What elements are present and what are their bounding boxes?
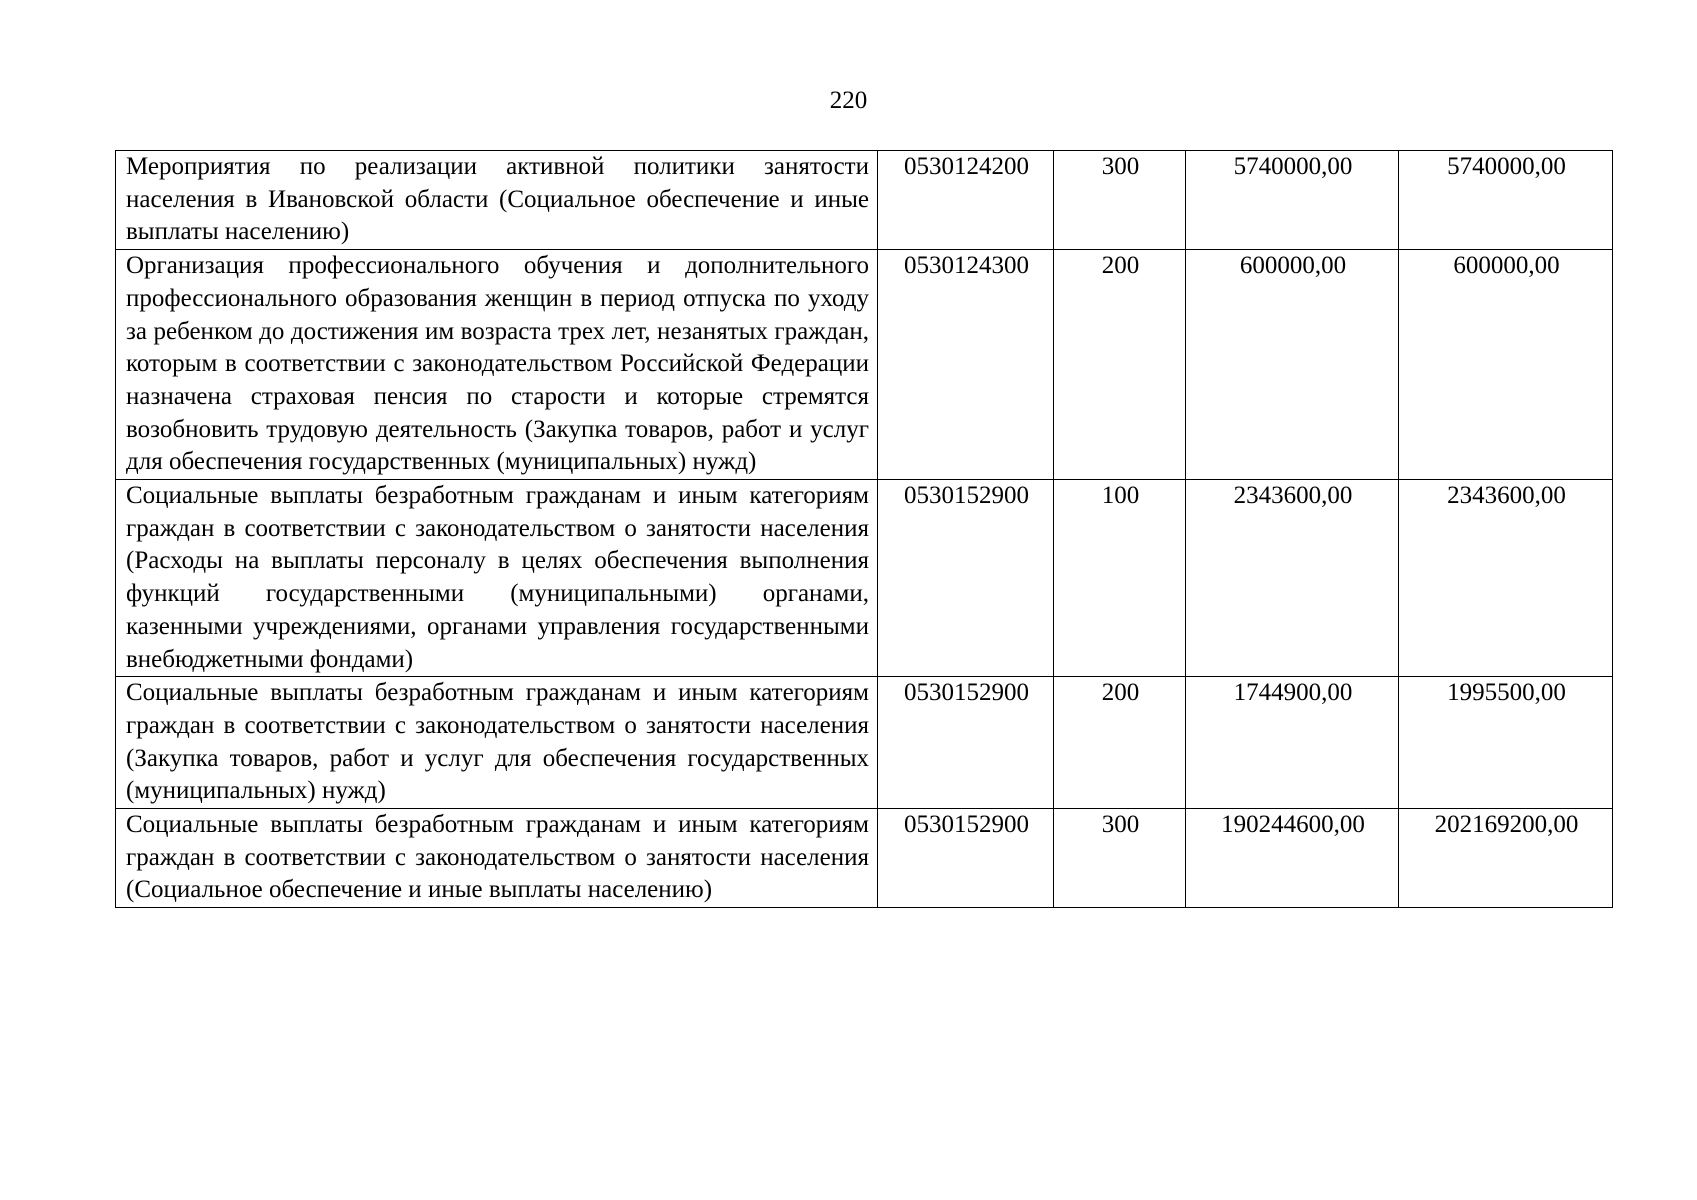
table-row bbox=[116, 250, 1613, 480]
row-target-article: 0530124300 bbox=[878, 250, 1054, 480]
row-target-article: 0530124200 bbox=[878, 151, 1054, 250]
row-amount-year-2: 5740000,00 bbox=[1399, 151, 1613, 250]
row-description: Мероприятия по реализации активной политики занятости населения в Ивановской области (Социальное обеспечение и иные выплаты населению) bbox=[116, 151, 878, 250]
table-row bbox=[116, 677, 1613, 809]
row-amount-year-1: 190244600,00 bbox=[1186, 809, 1399, 908]
row-amount-year-1: 5740000,00 bbox=[1186, 151, 1399, 250]
row-amount-year-1: 1744900,00 bbox=[1186, 677, 1399, 809]
table-row bbox=[116, 809, 1613, 908]
page-number: 220 bbox=[829, 87, 868, 114]
row-amount-year-1: 2343600,00 bbox=[1186, 480, 1399, 677]
row-description: Организация профессионального обучения и дополнительного профессионального образования женщин в период отпуска по уходу за ребенком до достижения им возраста трех лет, незанятых граждан, которым в соответствии с законодательством Российской Федерации назначена страховая пенсия по старости и которые стремятся возобновить трудовую деятельность (Закупка товаров, работ и услуг для обеспечения государственных (муниципальных) нужд) bbox=[116, 250, 878, 480]
row-amount-year-2: 2343600,00 bbox=[1399, 480, 1613, 677]
row-description: Социальные выплаты безработным гражданам и иным категориям граждан в соответствии с законодательством о занятости населения (Закупка товаров, работ и услуг для обеспечения государственных (муниципальных) нужд) bbox=[116, 677, 878, 809]
budget-expenditure-table bbox=[115, 150, 1613, 908]
row-target-article: 0530152900 bbox=[878, 809, 1054, 908]
row-expense-type: 200 bbox=[1054, 677, 1186, 809]
row-amount-year-2: 202169200,00 bbox=[1399, 809, 1613, 908]
row-amount-year-2: 1995500,00 bbox=[1399, 677, 1613, 809]
row-expense-type: 100 bbox=[1054, 480, 1186, 677]
row-target-article: 0530152900 bbox=[878, 480, 1054, 677]
row-expense-type: 200 bbox=[1054, 250, 1186, 480]
row-amount-year-1: 600000,00 bbox=[1186, 250, 1399, 480]
row-target-article: 0530152900 bbox=[878, 677, 1054, 809]
row-description: Социальные выплаты безработным гражданам и иным категориям граждан в соответствии с законодательством о занятости населения (Социальное обеспечение и иные выплаты населению) bbox=[116, 809, 878, 908]
table-row bbox=[116, 151, 1613, 250]
row-description: Социальные выплаты безработным гражданам и иным категориям граждан в соответствии с законодательством о занятости населения (Расходы на выплаты персоналу в целях обеспечения выполнения функций государственными (муниципальными) органами, казенными учреждениями, органами управления государственными внебюджетными фондами) bbox=[116, 480, 878, 677]
row-amount-year-2: 600000,00 bbox=[1399, 250, 1613, 480]
row-expense-type: 300 bbox=[1054, 151, 1186, 250]
row-expense-type: 300 bbox=[1054, 809, 1186, 908]
table-row bbox=[116, 480, 1613, 677]
